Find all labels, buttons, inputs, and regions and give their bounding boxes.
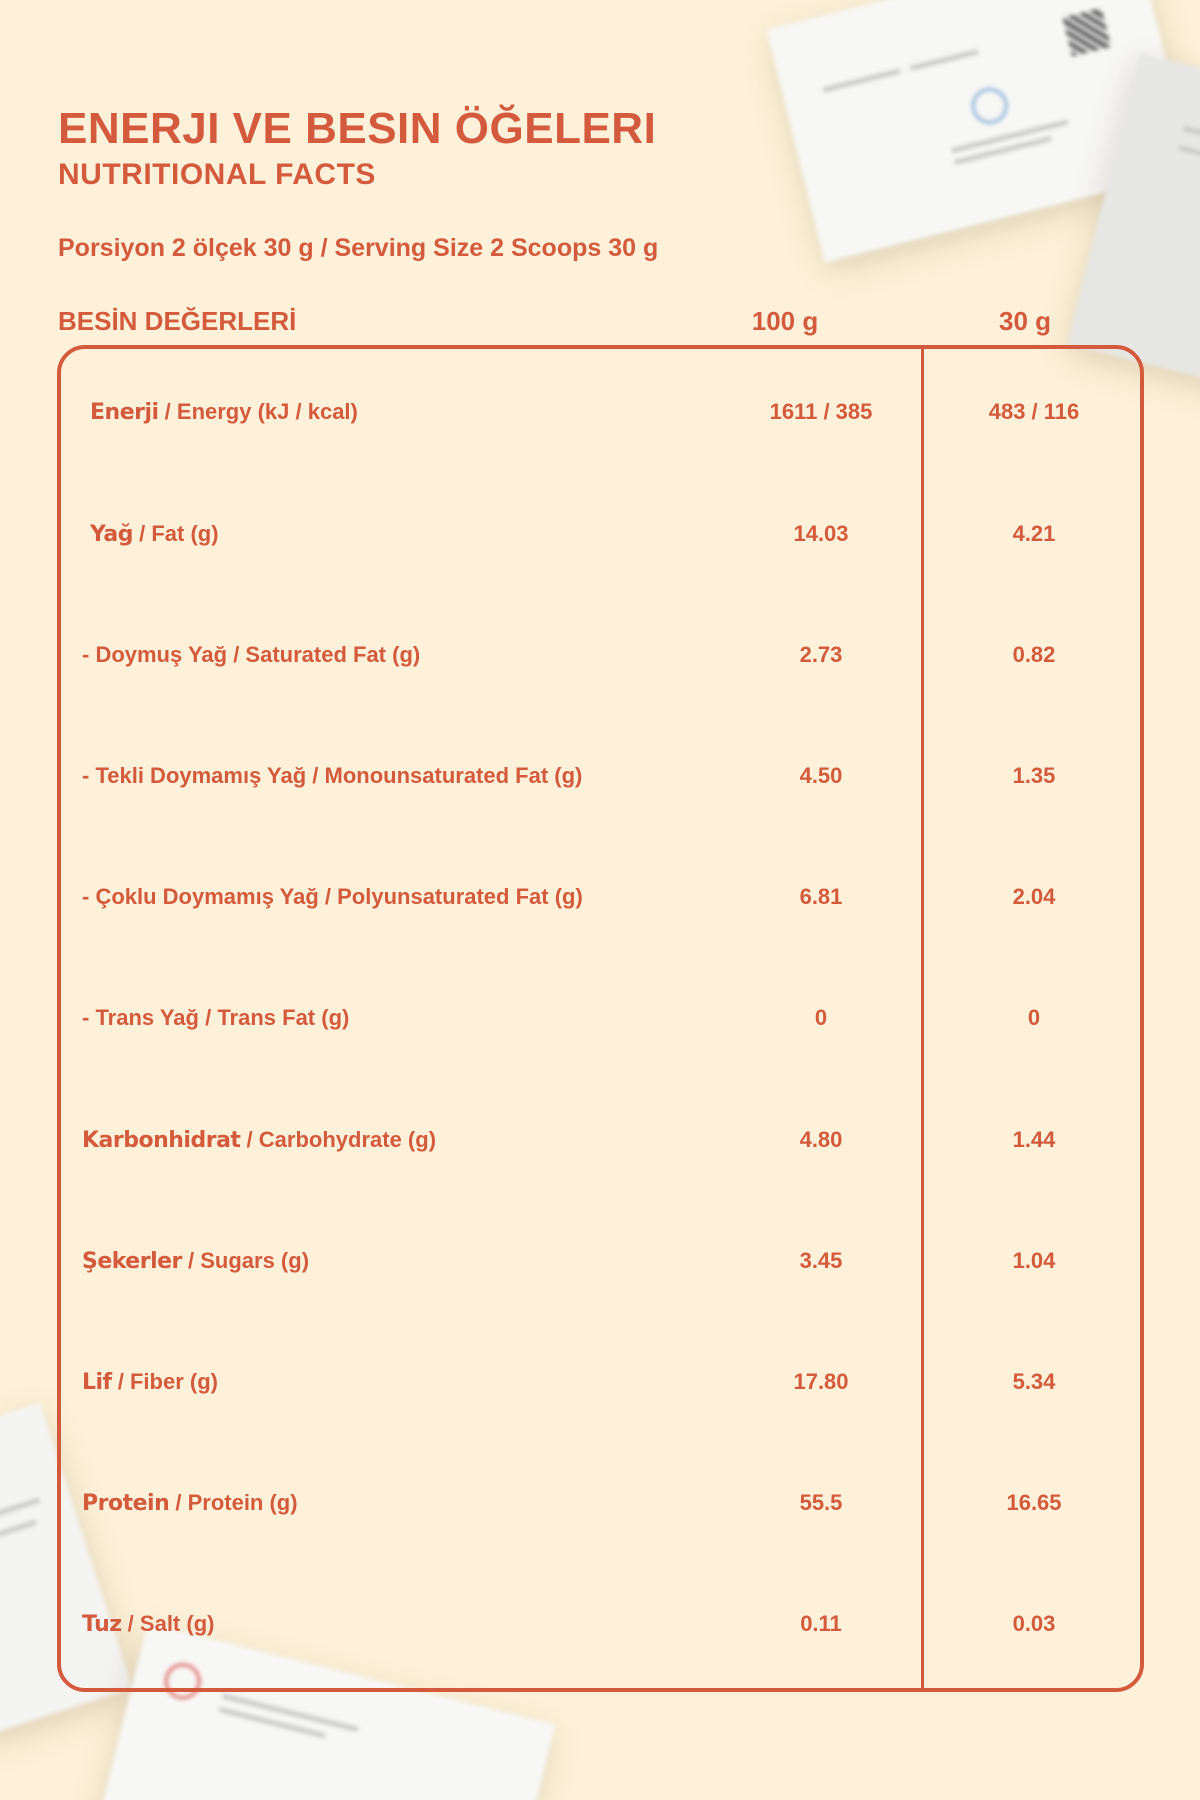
table-row-energy: [61, 397, 1140, 457]
row-label-en: Energy (kJ / kcal): [176, 399, 358, 424]
value-100g: 0: [814, 1005, 828, 1030]
column-header-nutrients: BESİN DEĞERLERİ: [58, 306, 297, 336]
row-label: Yağ / Fat (g): [90, 521, 219, 547]
value-100g: 6.81: [799, 884, 843, 909]
table-row-fat: [61, 519, 1140, 579]
table-row-protein: [61, 1488, 1140, 1548]
row-label-en: - Trans Yağ / Trans Fat (g): [82, 1005, 350, 1030]
value-30g: 16.65: [1006, 1490, 1062, 1515]
table-row-polyunsaturated-fat: [61, 882, 1140, 942]
value-100g: 2.73: [799, 642, 843, 667]
value-30g: 0.82: [1012, 642, 1056, 667]
column-header-30g: 30 g: [998, 306, 1052, 336]
row-label-en: Salt (g): [139, 1611, 215, 1636]
row-label-en: - Doymuş Yağ / Saturated Fat (g): [82, 642, 421, 667]
value-30g: 483 / 116: [988, 399, 1080, 424]
value-100g: 1611 / 385: [769, 399, 873, 424]
row-label-tr: Tuz: [82, 1612, 122, 1637]
value-30g: 0.03: [1012, 1611, 1056, 1636]
table-row-fiber: [61, 1367, 1140, 1427]
value-100g: 3.45: [799, 1248, 843, 1273]
row-label-en: Fiber (g): [129, 1369, 218, 1394]
column-header-100g: 100 g: [751, 306, 819, 336]
row-label-en: Carbohydrate (g): [258, 1127, 437, 1152]
row-label: Karbonhidrat / Carbohydrate (g): [82, 1127, 437, 1153]
value-30g: 4.21: [1012, 521, 1056, 546]
row-label-tr: Enerji: [90, 400, 159, 425]
row-label: Enerji / Energy (kJ / kcal): [90, 399, 358, 425]
page-subtitle: NUTRITIONAL FACTS: [58, 158, 376, 191]
value-30g: 0: [1027, 1005, 1041, 1030]
row-label: Şekerler / Sugars (g): [82, 1248, 310, 1274]
serving-size: Porsiyon 2 ölçek 30 g / Serving Size 2 Scoops 30 g: [58, 234, 659, 262]
value-100g: 17.80: [793, 1369, 849, 1394]
value-30g: 1.04: [1012, 1248, 1056, 1273]
value-30g: 2.04: [1012, 884, 1056, 909]
value-100g: 4.50: [799, 763, 843, 788]
row-label-tr: Yağ: [90, 522, 134, 547]
row-label-en: Sugars (g): [200, 1248, 310, 1273]
row-label: Protein / Protein (g): [82, 1490, 298, 1516]
row-label: [82, 640, 420, 671]
table-row-salt: [61, 1609, 1140, 1669]
table-row-trans-fat: [61, 1003, 1140, 1063]
value-100g: 14.03: [793, 521, 849, 546]
row-label-tr: Karbonhidrat: [82, 1128, 241, 1153]
row-label-en: - Tekli Doymamış Yağ / Monounsaturated Fat (g): [82, 763, 583, 788]
table-row-sugars: [61, 1246, 1140, 1306]
table-row-saturated-fat: [61, 640, 1140, 700]
row-label-tr: Şekerler: [82, 1249, 182, 1274]
row-label: [82, 761, 582, 792]
value-100g: 0.11: [800, 1611, 842, 1636]
row-label: [82, 882, 583, 913]
page-title: ENERJI VE BESIN ÖĞELERI: [58, 104, 657, 153]
value-30g: 1.44: [1012, 1127, 1056, 1152]
row-label-en: Protein (g): [187, 1490, 298, 1515]
nutrition-table: [57, 345, 1144, 1692]
row-label: [82, 1003, 349, 1034]
row-label-tr: Lif: [82, 1370, 112, 1395]
table-row-monounsaturated-fat: [61, 761, 1140, 821]
row-label-tr: Protein: [82, 1491, 170, 1516]
table-row-carbohydrate: [61, 1125, 1140, 1185]
value-30g: 1.35: [1012, 763, 1056, 788]
row-label: Tuz / Salt (g): [82, 1611, 215, 1637]
row-label-en: - Çoklu Doymamış Yağ / Polyunsaturated Fat (g): [82, 884, 583, 909]
value-30g: 5.34: [1012, 1369, 1056, 1394]
row-label-en: Fat (g): [151, 521, 219, 546]
row-label: Lif / Fiber (g): [82, 1369, 218, 1395]
value-100g: 4.80: [799, 1127, 843, 1152]
value-100g: 55.5: [799, 1490, 843, 1515]
